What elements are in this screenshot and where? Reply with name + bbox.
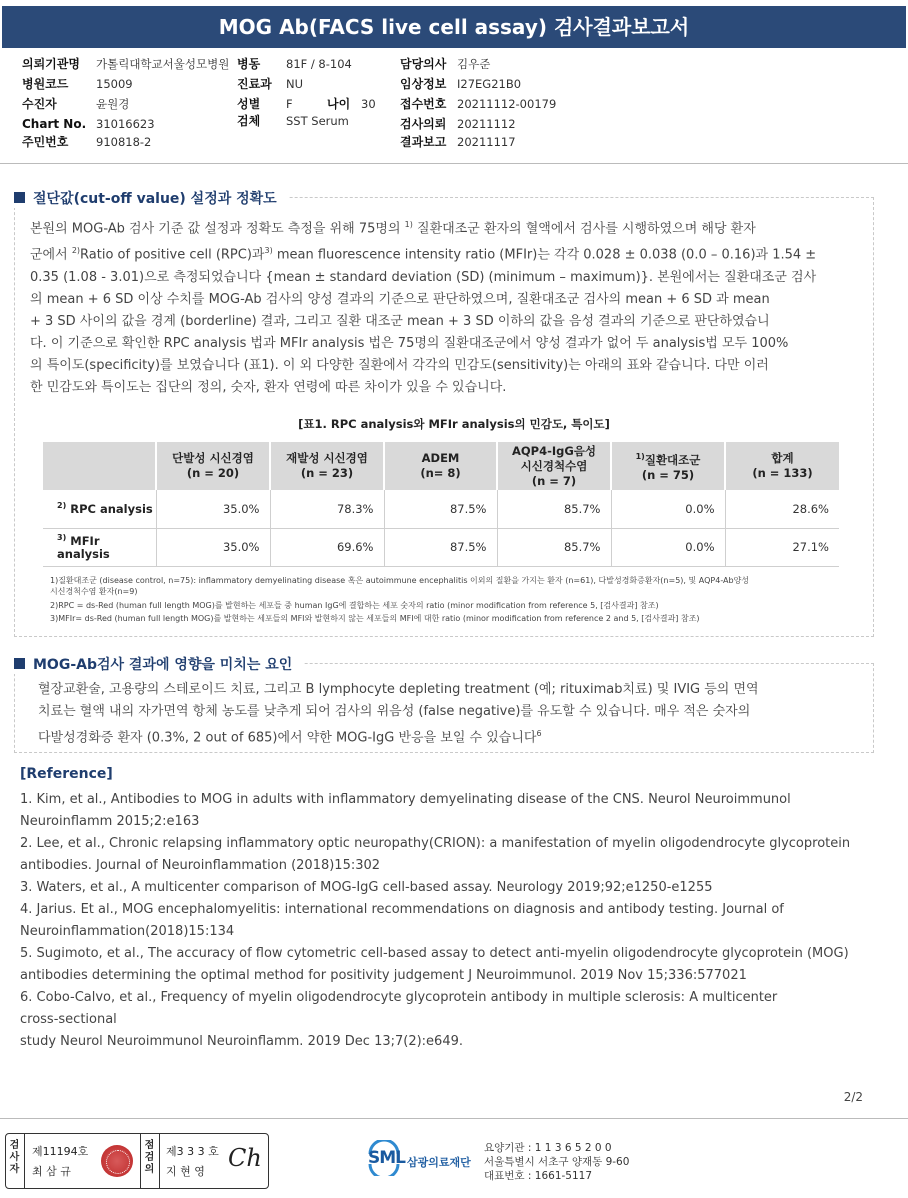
reference-line: 2. Lee, et al., Chronic relapsing inflammatory optic neuropathy(CRION): a manifestation of myelin oligodendrocyte glycoprotein xyxy=(20,836,851,851)
table-title: [표1. RPC analysis와 MFIr analysis의 민감도, 특이도] xyxy=(298,417,610,431)
reference-line: 5. Sugimoto, et al., The accuracy of flow cytometric cell-based assay to detect anti-myelin oligodendrocyte glycoprotein (MOG) xyxy=(20,946,849,961)
table-cell: 28.6% xyxy=(725,490,839,528)
info-value: SST Serum xyxy=(286,114,349,128)
reviewer-vertical-label: 점검의 xyxy=(144,1140,155,1175)
info-label: 수진자 xyxy=(22,97,57,111)
info-label: 진료과 xyxy=(237,77,272,91)
paragraph-line: 의 특이도(specificity)를 보였습니다 (표1). 이 외 다양한 질환에서 각각의 민감도(sensitivity)는 아래의 표와 같습니다. 다만 이러 xyxy=(30,357,769,373)
info-value: 81F / 8-104 xyxy=(286,57,352,71)
table-cell: 0.0% xyxy=(611,528,725,566)
footer-divider xyxy=(0,1118,908,1119)
table-footnote: 2)RPC = ds-Red (human full length MOG)를 발현하는 세포들 중 human IgG에 결합하는 세포 숫자의 ratio (minor modification from reference 5, [검사결과] 참조) xyxy=(50,601,659,610)
table-cell: 35.0% xyxy=(156,490,270,528)
reference-line: Neuroinflammation(2018)15:134 xyxy=(20,924,235,939)
org-line: 대표번호 : 1661-5117 xyxy=(484,1170,593,1182)
table-cell: 69.6% xyxy=(270,528,384,566)
examiner-license: 제11194호 xyxy=(32,1145,89,1158)
reviewer-name: 지 현 영 xyxy=(166,1165,205,1178)
cutoff-paragraph xyxy=(30,214,816,399)
signature-box xyxy=(5,1133,269,1189)
table-cell: 27.1% xyxy=(725,528,839,566)
reference-line: antibodies determining the optimal method for positivity judgement J Neuroimmunol. 2019 Nov 15;336:577021 xyxy=(20,968,747,983)
page-number: 2/2 xyxy=(843,1090,863,1104)
reviewer-signature: Ch xyxy=(228,1144,262,1172)
info-value: 윤원경 xyxy=(96,97,130,111)
report-title: MOG Ab(FACS live cell assay) 검사결과보고서 xyxy=(218,15,690,39)
paragraph-line: 0.35 (1.08 - 3.01)으로 측정되었습니다 {mean ± standard deviation (SD) (minimum – maximum)}. 본원에서는 질환대조군 검사 xyxy=(30,269,817,285)
table-cell: 78.3% xyxy=(270,490,384,528)
reference-line: study Neurol Neuroimmunol Neuroinflamm. 2019 Dec 13;7(2):e649. xyxy=(20,1034,464,1049)
info-label: 의뢰기관명 xyxy=(22,57,80,71)
logo-brand: SML xyxy=(368,1148,405,1168)
paragraph-line: 본원의 MOG-Ab 검사 기준 값 설정과 정확도 측정을 위해 75명의 $^{1)}$ 질환대조군 환자의 혈액에서 검사를 시행하였으며 해당 환자 xyxy=(30,220,756,237)
info-value: 김우준 xyxy=(457,57,491,71)
row-label: $^{3)}$ MFIr analysis xyxy=(43,528,156,566)
info-value: NU xyxy=(286,77,304,91)
table-cell: 87.5% xyxy=(384,490,497,528)
square-bullet-icon xyxy=(14,192,25,203)
org-line: 서울특별시 서초구 양재동 9-60 xyxy=(484,1156,630,1168)
examiner-name: 최 삼 규 xyxy=(32,1165,71,1178)
divider xyxy=(159,1134,160,1188)
table-header-cell: 합계 (n = 133) xyxy=(725,442,839,490)
reference-line: antibodies. Journal of Neuroinflammation (2018)15:302 xyxy=(20,858,381,873)
cutoff-section-title: 절단값(cut-off value) 설정과 정확도 xyxy=(33,191,277,207)
table-cell: 0.0% xyxy=(611,490,725,528)
reference-list xyxy=(20,789,880,1053)
table-header-cell: 단발성 시신경염 (n = 20) xyxy=(156,442,270,490)
table-cell: 87.5% xyxy=(384,528,497,566)
info-label: 검사의뢰 xyxy=(400,117,447,131)
factors-section-title: MOG-Ab검사 결과에 영향을 미치는 요인 xyxy=(33,657,293,673)
reference-heading: [Reference] xyxy=(20,766,113,782)
paragraph-line: + 3 SD 사이의 값을 경계 (borderline) 결과, 그리고 질환 대조군 mean + 3 SD 이하의 값을 음성 결과의 기준으로 판단하였습니 xyxy=(30,313,770,329)
info-label: 나이 xyxy=(327,97,351,111)
report-title-bar xyxy=(2,6,906,48)
reference-line: Neuroinflamm 2015;2:e163 xyxy=(20,814,200,829)
examiner-seal-icon xyxy=(101,1145,133,1177)
info-value: 30 xyxy=(361,97,376,111)
organization-info xyxy=(484,1141,629,1183)
reference-line: 1. Kim, et al., Antibodies to MOG in adults with inflammatory demyelinating disease of the CNS. Neurol Neuroimmunol xyxy=(20,792,791,807)
reference-line: 3. Waters, et al., A multicenter comparison of MOG-IgG cell-based assay. Neurology 2019;92;e1250-e1255 xyxy=(20,880,713,895)
table-cell: 85.7% xyxy=(497,490,611,528)
patient-info xyxy=(0,50,908,164)
info-value: 가톨릭대학교서울성모병원 xyxy=(96,57,230,71)
table-row xyxy=(43,490,839,528)
paragraph-line: 한 민감도와 특이도는 집단의 정의, 숫자, 환자 연령에 따른 차이가 있을 수 있습니다. xyxy=(30,379,507,395)
info-value: 20211117 xyxy=(457,135,516,149)
divider xyxy=(24,1134,25,1188)
row-label: $^{2)}$ RPC analysis xyxy=(43,490,156,528)
info-label: Chart No. xyxy=(22,117,87,131)
logo-name: 삼광의료재단 xyxy=(407,1156,471,1169)
info-label: 성별 xyxy=(237,97,261,111)
info-label: 임상정보 xyxy=(400,77,447,91)
table-header-cell xyxy=(43,442,156,490)
info-label: 접수번호 xyxy=(400,97,447,111)
info-label: 병원코드 xyxy=(22,77,69,91)
info-label: 담당의사 xyxy=(400,57,447,71)
paragraph-line: 군에서 $^{2)}$Ratio of positive cell (RPC)과$^{3)}$ mean fluorescence intensity ratio (MFIr)는 각각 0.028 ± 0.038 (0.0 – 0.16)과 1.54 ± xyxy=(30,246,817,263)
table-footnote: 시신경척수염 환자(n=9) xyxy=(50,587,138,596)
table-header-cell: $^{1)}$질환대조군 (n = 75) xyxy=(611,442,725,490)
info-value: 15009 xyxy=(96,77,133,91)
square-bullet-icon xyxy=(14,658,25,669)
table-header-cell: ADEM (n= 8) xyxy=(384,442,497,490)
table-cell: 35.0% xyxy=(156,528,270,566)
table-cell: 85.7% xyxy=(497,528,611,566)
info-value: 31016623 xyxy=(96,117,155,131)
paragraph-line: 의 mean + 6 SD 이상 수치를 MOG-Ab 검사의 양성 결과의 기준으로 판단하였으며, 질환대조군 검사의 mean + 6 SD 과 mean xyxy=(30,291,770,307)
info-value: 20211112-00179 xyxy=(457,97,557,111)
reviewer-license: 제3 3 3 호 xyxy=(166,1145,219,1158)
org-line: 요양기관 : 1 1 3 6 5 2 0 0 xyxy=(484,1142,612,1154)
table-header-cell: 재발성 시신경염 (n = 23) xyxy=(270,442,384,490)
paragraph-line: 혈장교환술, 고용량의 스테로이드 치료, 그리고 B lymphocyte depleting treatment (예; rituximab치료) 및 IVIG 등의 면역 xyxy=(38,682,759,697)
sensitivity-specificity-table xyxy=(43,442,839,567)
reference-line: 6. Cobo-Calvo, et al., Frequency of myelin oligodendrocyte glycoprotein antibody in multiple sclerosis: A multicenter xyxy=(20,990,778,1005)
divider xyxy=(140,1134,141,1188)
info-value: 910818-2 xyxy=(96,135,152,149)
table-row xyxy=(43,528,839,566)
info-value: 20211112 xyxy=(457,117,516,131)
table-header-cell: AQP4-IgG음성 시신경척수염 (n = 7) xyxy=(497,442,611,490)
table-footnote: 3)MFIr= ds-Red (human full length MOG)를 발현하는 세포들의 MFI와 발현하지 않는 세포들의 MFI에 대한 ratio (minor modification from reference 2 and 5, [검사결과] 참조) xyxy=(50,614,700,623)
cutoff-section-heading xyxy=(14,188,289,208)
examiner-vertical-label: 검사자 xyxy=(9,1140,20,1175)
paragraph-line: 다. 이 기준으로 확인한 RPC analysis 법과 MFIr analysis 법은 75명의 질환대조군에서 양성 결과가 없어 두 analysis법 모두 100% xyxy=(30,335,789,351)
reference-line: 4. Jarius. Et al., MOG encephalomyelitis: international recommendations on diagnosis and antibody testing. Journal of xyxy=(20,902,784,917)
factors-section-heading xyxy=(14,654,304,674)
info-label: 검체 xyxy=(237,114,261,128)
factors-paragraph xyxy=(38,679,759,749)
paragraph-line: 치료는 혈액 내의 자가면역 항체 농도를 낮추게 되어 검사의 위음성 (false negative)를 유도할 수 있습니다. 매우 적은 숫자의 xyxy=(38,704,751,719)
info-label: 주민번호 xyxy=(22,135,69,149)
reference-line: cross-sectional xyxy=(20,1012,117,1027)
info-value: F xyxy=(286,97,293,111)
table-header-row xyxy=(43,442,839,490)
table-footnote: 1)질환대조군 (disease control, n=75): inflammatory demyelinating disease 혹은 autoimmune encephalitis 이외의 질환을 가지는 환자 (n=61), 다발성경화증환자(n=5), 및 AQP4-Ab양성 xyxy=(50,576,750,585)
info-label: 병동 xyxy=(237,57,261,71)
paragraph-line: 다발성경화증 환자 (0.3%, 2 out of 685)에서 약한 MOG-IgG 반응을 보일 수 있습니다$^6$ xyxy=(38,729,542,746)
info-value: I27EG21B0 xyxy=(457,77,522,91)
info-label: 결과보고 xyxy=(400,135,447,149)
